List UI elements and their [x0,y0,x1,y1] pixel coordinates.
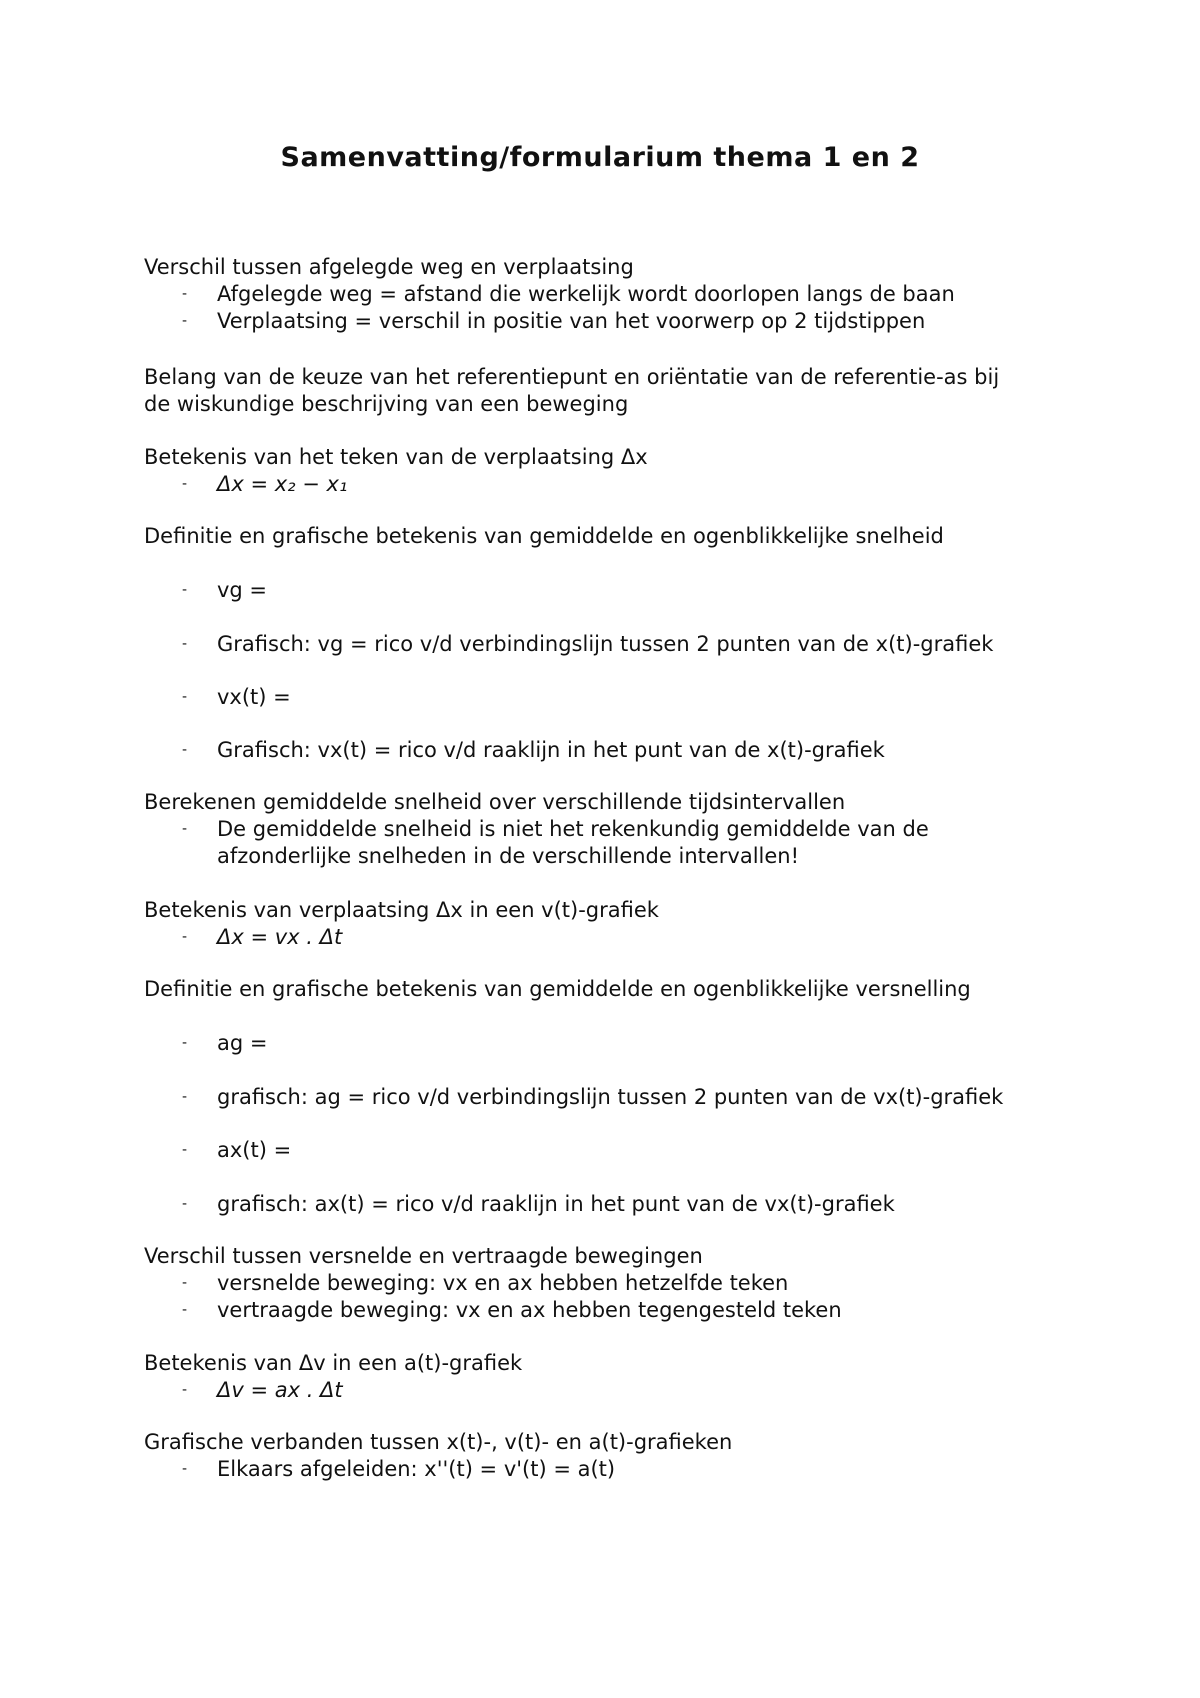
bullet-dash: - [182,636,188,652]
bullet-dash: - [182,313,188,329]
bullet-dash: - [182,1275,188,1291]
heading-graph-relations: Grafische verbanden tussen x(t)-, v(t)- en a(t)-grafieken [144,1430,733,1454]
bullet-dash: - [182,1302,188,1318]
page-title: Samenvatting/formularium thema 1 en 2 [280,142,920,173]
list-item-text: Grafisch: vx(t) = rico v/d raaklijn in het punt van de x(t)-grafiek [217,738,885,762]
bullet-dash: - [182,1461,188,1477]
list-item-text: vertraagde beweging: vx en ax hebben tegengesteld teken [217,1298,842,1322]
heading-velocity-definition: Definitie en grafische betekenis van gemiddelde en ogenblikkelijke snelheid [144,524,944,548]
bullet-dash: - [182,582,188,598]
heading-distance-vs-displacement: Verschil tussen afgelegde weg en verplaatsing [144,255,634,279]
heading-average-velocity-intervals: Berekenen gemiddelde snelheid over verschillende tijdsintervallen [144,790,846,814]
bullet-dash: - [182,1035,188,1051]
formula: Δv = ax . Δt [217,1378,343,1402]
bullet-dash: - [182,689,188,705]
bullet-dash: - [182,1196,188,1212]
formula: ag = [217,1031,268,1055]
paragraph-line: Belang van de keuze van het referentiepunt en oriëntatie van de referentie-as bij [144,365,1000,389]
bullet-dash: - [182,476,188,492]
list-item-text: versnelde beweging: vx en ax hebben hetzelfde teken [217,1271,789,1295]
heading-acceleration-definition: Definitie en grafische betekenis van gemiddelde en ogenblikkelijke versnelling [144,977,971,1001]
bullet-dash: - [182,742,188,758]
list-item-text: Grafisch: vg = rico v/d verbindingslijn tussen 2 punten van de x(t)-grafiek [217,632,994,656]
bullet-dash: - [182,1142,188,1158]
formula: vx(t) = [217,685,291,709]
list-item-text: Elkaars afgeleiden: x''(t) = v'(t) = a(t) [217,1457,616,1481]
bullet-dash: - [182,286,188,302]
paragraph-line: de wiskundige beschrijving van een beweging [144,392,629,416]
bullet-dash: - [182,929,188,945]
heading-accelerated-vs-decelerated: Verschil tussen versnelde en vertraagde bewegingen [144,1244,703,1268]
list-item-text: grafisch: ag = rico v/d verbindingslijn tussen 2 punten van de vx(t)-grafiek [217,1085,1004,1109]
list-item-text: De gemiddelde snelheid is niet het rekenkundig gemiddelde van de [217,817,929,841]
bullet-dash: - [182,1382,188,1398]
heading-sign-of-displacement: Betekenis van het teken van de verplaatsing Δx [144,445,648,469]
formula: Δx = x₂ − x₁ [217,472,348,496]
list-item-text: grafisch: ax(t) = rico v/d raaklijn in het punt van de vx(t)-grafiek [217,1192,895,1216]
bullet-dash: - [182,1089,188,1105]
list-item-text: afzonderlijke snelheden in de verschillende intervallen! [217,844,800,868]
formula: ax(t) = [217,1138,292,1162]
heading-dv-at-graph: Betekenis van Δv in een a(t)-grafiek [144,1351,523,1375]
formula: vg = [217,578,268,602]
heading-displacement-vt-graph: Betekenis van verplaatsing Δx in een v(t)-grafiek [144,898,659,922]
list-item-text: Verplaatsing = verschil in positie van het voorwerp op 2 tijdstippen [217,309,926,333]
formula: Δx = vx . Δt [217,925,343,949]
bullet-dash: - [182,821,188,837]
list-item-text: Afgelegde weg = afstand die werkelijk wordt doorlopen langs de baan [217,282,955,306]
